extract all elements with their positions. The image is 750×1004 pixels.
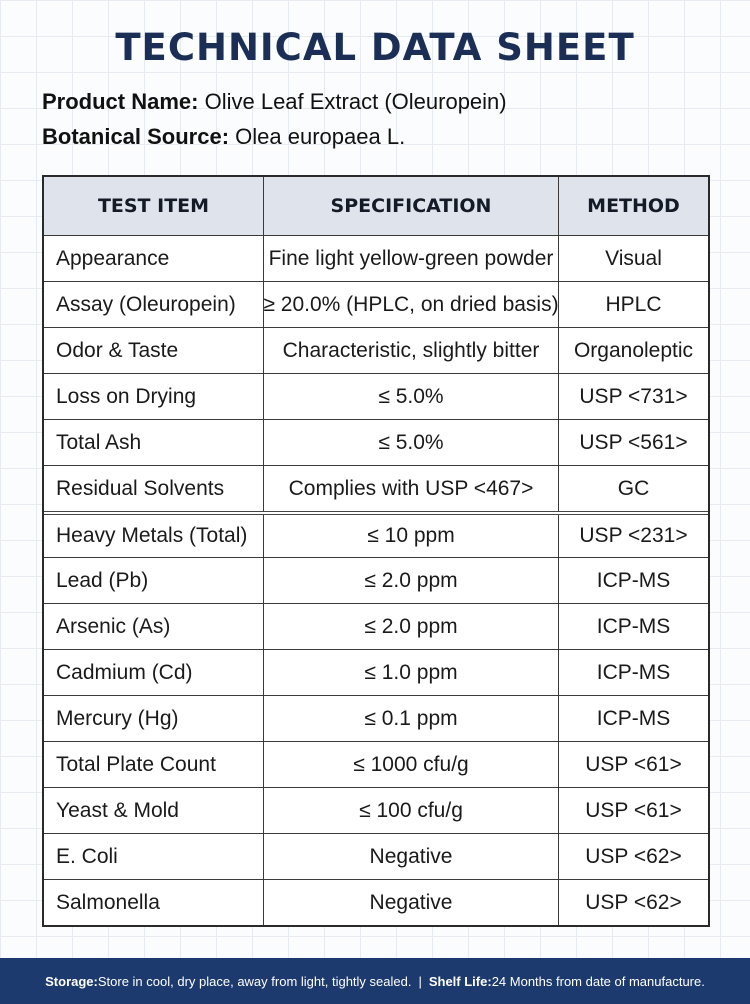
method-cell: USP <62> [585, 890, 682, 914]
method-cell: Visual [605, 246, 662, 270]
specification-cell: ≤ 2.0 ppm [264, 604, 559, 649]
table-row [44, 787, 708, 833]
botanical-source-label: Botanical Source: [42, 124, 230, 149]
botanical-source-value: Olea europaea L. [229, 124, 406, 149]
method-cell: USP <62> [585, 844, 682, 868]
test-item-cell: Salmonella [44, 880, 264, 925]
method-cell: USP <561> [579, 430, 688, 454]
shelf-life-value: 24 Months from date of manufacture. [491, 973, 705, 989]
test-item-cell: Assay (Oleuropein) [44, 282, 264, 327]
specification-cell: Negative [264, 834, 559, 879]
table-row [44, 879, 708, 925]
product-name-label: Product Name: [42, 89, 199, 114]
method-cell: USP <61> [585, 752, 682, 776]
specification-cell: Fine light yellow-green powder [264, 236, 559, 281]
specification-cell: ≤ 1.0 ppm [264, 650, 559, 695]
test-item-cell: Cadmium (Cd) [44, 650, 264, 695]
specification-cell: ≥ 20.0% (HPLC, on dried basis) [264, 282, 559, 327]
table-row [44, 327, 708, 373]
header-method: METHOD [587, 195, 680, 217]
table-row [44, 465, 708, 511]
document-title: TECHNICAL DATA SHEET [115, 26, 635, 69]
specification-cell: Characteristic, slightly bitter [264, 328, 559, 373]
table-row [44, 557, 708, 603]
method-cell: USP <61> [585, 798, 682, 822]
table-row [44, 649, 708, 695]
method-cell: USP <731> [579, 384, 688, 408]
table-row [44, 419, 708, 465]
test-item-cell: E. Coli [44, 834, 264, 879]
storage-value: Store in cool, dry place, away from light, tightly sealed. [97, 973, 412, 989]
footer-separator: | [418, 973, 422, 989]
test-item-cell: Total Ash [44, 420, 264, 465]
test-item-cell: Lead (Pb) [44, 558, 264, 603]
method-cell: Organoleptic [573, 338, 694, 362]
method-cell: ICP-MS [596, 706, 671, 730]
test-item-cell: Heavy Metals (Total) [44, 515, 264, 557]
specification-cell: ≤ 5.0% [264, 420, 559, 465]
specification-cell: ≤ 1000 cfu/g [264, 742, 559, 787]
product-name-line [42, 89, 507, 115]
test-item-cell: Yeast & Mold [44, 788, 264, 833]
table-row [44, 741, 708, 787]
specification-cell: ≤ 5.0% [264, 374, 559, 419]
specification-cell: Negative [264, 880, 559, 925]
shelf-life-label: Shelf Life: [428, 973, 492, 989]
table-row [44, 373, 708, 419]
specification-cell: ≤ 10 ppm [264, 515, 559, 557]
method-cell: USP <231> [579, 524, 688, 547]
table-row [44, 833, 708, 879]
table-header-row [44, 177, 708, 235]
storage-label: Storage: [45, 973, 98, 989]
method-cell: ICP-MS [596, 660, 671, 684]
specification-cell: ≤ 0.1 ppm [264, 696, 559, 741]
test-item-cell: Total Plate Count [44, 742, 264, 787]
test-item-cell: Residual Solvents [44, 466, 264, 511]
table-row [44, 695, 708, 741]
product-name-value: Olive Leaf Extract (Oleuropein) [198, 89, 507, 114]
method-cell: HPLC [605, 292, 662, 316]
footer-bar [0, 958, 750, 1004]
method-cell: GC [617, 476, 650, 500]
specification-cell: Complies with USP <467> [264, 466, 559, 511]
table-row [44, 281, 708, 327]
botanical-source-line [42, 124, 405, 150]
spec-table [42, 175, 710, 927]
test-item-cell: Arsenic (As) [44, 604, 264, 649]
test-item-cell: Loss on Drying [44, 374, 264, 419]
test-item-cell: Mercury (Hg) [44, 696, 264, 741]
test-item-cell: Odor & Taste [44, 328, 264, 373]
test-item-cell: Appearance [44, 236, 264, 281]
table-row [44, 235, 708, 281]
specification-cell: ≤ 100 cfu/g [264, 788, 559, 833]
method-cell: ICP-MS [596, 614, 671, 638]
table-row [44, 511, 708, 557]
header-test-item: TEST ITEM [44, 177, 264, 235]
header-specification: SPECIFICATION [264, 177, 559, 235]
method-cell: ICP-MS [596, 568, 671, 592]
table-row [44, 603, 708, 649]
specification-cell: ≤ 2.0 ppm [264, 558, 559, 603]
